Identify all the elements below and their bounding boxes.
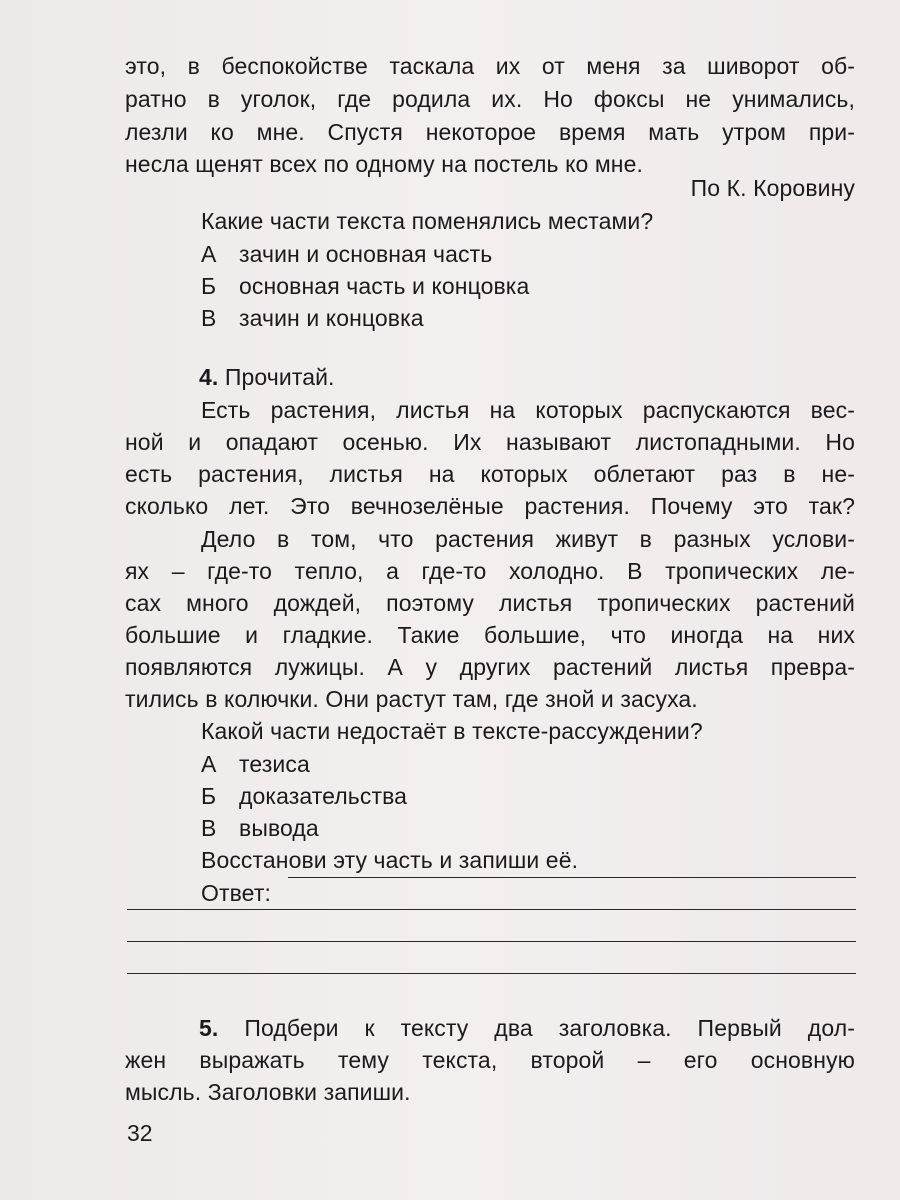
text-line: большие и гладкие. Такие большие, что иногда на них: [125, 622, 855, 648]
option-text: основная часть и концовка: [239, 273, 530, 299]
option-text: доказательства: [239, 783, 408, 809]
text-line: несла щенят всех по одному на постель ко мне.: [125, 151, 643, 177]
option-letter: Б: [201, 273, 217, 299]
text-line: появляются лужицы. А у других растений листья превра-: [125, 654, 855, 680]
answer-option-a: [201, 749, 310, 779]
question-text: Какие части текста поменялись местами?: [201, 208, 654, 234]
text-line: есть растения, листья на которых облетают раз в не-: [125, 461, 855, 487]
answer-line[interactable]: [127, 973, 856, 974]
answer-line[interactable]: [288, 877, 856, 878]
text-line: жен выражать тему текста, второй – его основную: [125, 1047, 855, 1073]
task-title: Прочитай.: [224, 364, 335, 390]
task-heading: [125, 362, 855, 392]
instruction-text: Восстанови эту часть и запиши её.: [201, 847, 579, 873]
text-line: ной и опадают осенью. Их называют листопадными. Но: [125, 429, 855, 455]
answer-line[interactable]: [127, 941, 856, 942]
option-text: зачин и основная часть: [239, 241, 493, 267]
answer-option-b: [201, 781, 407, 811]
text-line: Есть растения, листья на которых распускаются вес-: [201, 397, 855, 423]
option-letter: Б: [201, 783, 217, 809]
author-attribution: По К. Коровину: [690, 175, 855, 201]
text-line: [125, 1013, 855, 1043]
option-letter: В: [201, 815, 217, 841]
text-line: сколько лет. Это вечнозелёные растения. Почему это так?: [125, 493, 855, 519]
text-line: это, в беспокойстве таскала их от меня за шиворот об-: [125, 53, 855, 79]
option-text: вывода: [239, 815, 319, 841]
answer-option-v: [201, 813, 319, 843]
answer-label: Ответ:: [201, 880, 271, 906]
question-text: Какой части недостаёт в тексте-рассуждении?: [201, 718, 703, 744]
text-line: Дело в том, что растения живут в разных услови-: [201, 526, 855, 552]
task-number: 5.: [199, 1015, 219, 1041]
task-text: Подбери к тексту два заголовка. Первый дол-: [244, 1015, 855, 1041]
answer-line[interactable]: [127, 909, 856, 910]
option-letter: В: [201, 305, 217, 331]
option-text: зачин и концовка: [239, 305, 424, 331]
text-line: лезли ко мне. Спустя некоторое время мать утром при-: [125, 119, 855, 145]
option-letter: А: [201, 241, 217, 267]
text-line: сах много дождей, поэтому листья тропических растений: [125, 590, 855, 616]
answer-option-a: [201, 239, 492, 269]
text-line: ях – где-то тепло, а где-то холодно. В тропических ле-: [125, 558, 855, 584]
page-number: 32: [127, 1120, 153, 1146]
text-line: тились в колючки. Они растут там, где зной и засуха.: [125, 686, 698, 712]
option-text: тезиса: [239, 751, 310, 777]
answer-option-b: [201, 271, 529, 301]
text-line: ратно в уголок, где родила их. Но фоксы не унимались,: [125, 86, 855, 112]
text-line: мысль. Заголовки запиши.: [125, 1079, 411, 1105]
task-number: 4.: [199, 364, 219, 390]
answer-option-v: [201, 303, 424, 333]
option-letter: А: [201, 751, 217, 777]
